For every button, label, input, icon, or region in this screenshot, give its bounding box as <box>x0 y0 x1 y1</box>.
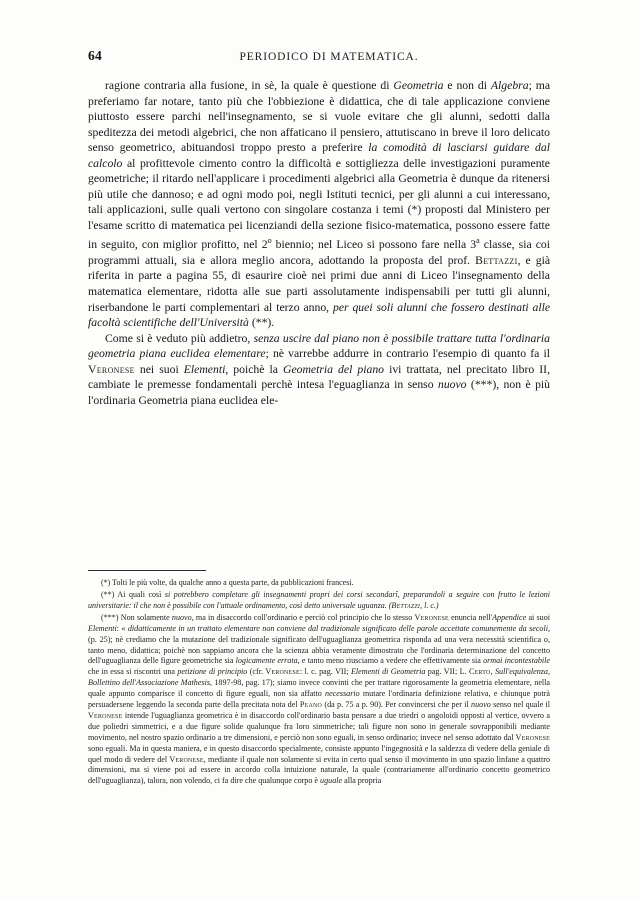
footnote-2: (**) Ai quali così si potrebbero completare gli insegnamenti propri dei corsi secondarî, preparandoli a seguire con frutto le lezioni universitarie: il che non è possibile con l'attuale ordinamento, così detto universale uguanza. (Bettazzi, l. c.) <box>88 590 550 610</box>
page-header <box>88 48 558 64</box>
footnotes <box>88 578 550 789</box>
footnote-rule <box>88 570 206 571</box>
body-paragraph-2: Come si è veduto più addietro, senza uscire dal piano non è possibile trattare tutta l'ordinaria geometria piana euclidea elementare; nè varrebbe addurre in contrario l'esempio di quanto fa il Veronese nei suoi Elementi, poichè la Geometria del piano ivi trattata, nel precitato libro II, cambiate le premesse fondamentali perchè intesa l'eguaglianza in senso nuovo (***), non è più l'ordinaria Geometria piana euclidea ele- <box>88 331 551 407</box>
page-number: 64 <box>88 48 102 63</box>
footnote-3: (***) Non solamente nuovo, ma in disaccordo coll'ordinario e perciò col principio che lo stesso Veronese enuncia nell'Appendice ai suoi Elementi: « didatticamente in un trattato elementare non conviene dal tradizionale significato delle parole accettate comunemente da secoli, (p. 25); nè crediamo che la mutazione del tradizionale significato dell'uguaglianza geometrica risponda ad una vera necessità scientifica o, tanto meno, didattica; poichè non sappiamo ancora che la scienza abbia veramente dimostrato che l'ordinaria determinazione del concetto dell'uguaglianza delle figure geometriche sia logicamente errata, e tanto meno riusciamo a vedere che effettivamente sia ormai incontestabile che in essa si riscontri una petizione di principio (cfr. Veronese: l. c. pag. VII; Elementi di Geometria pag. VII; L. Certo, Sull'equivalenza, Bollettino dell'Associazione Mathesis, 1897-98, pag. 17); siamo invece convinti che per trattare rigorosamente la geometria elementare, nella quale appunto comparisce il concetto di figure eguali, non sia affatto necessario mutare l'ordinaria definizione relativa, e chiunque potrà persuadersene leggendo la seconda parte della precitata nota del Peano (da p. 75 a p. 90). Per convincersi che per il nuovo senso nel quale il Veronese intende l'uguaglianza geometrica è in disaccordo coll'ordinario basta pensare a due triedri o angoloidi opposti al vertice, ovvero a due poliedri simmetrici, e a due figure solide qualunque fra loro simmetriche; tali figure non sono in generale sovrapponibili mediante movimento, nel nostro spazio ordinario a tre dimensioni, e perciò non sono eguali, in senso ordinario; invece nel senso adottato dal Veronese sono eguali. Ma in questa maniera, e in questo disaccordo specialmente, consiste appunto l'ingegnosità e la saldezza di vedere della geniale di quel modo di vedere del Veronese, mediante il quale non solamente si evita in certo qual senso il movimento in uno spazio linfane a quattro dimensioni, ma si viene poi ad essere in accordo colla intuizione naturale, la quale (contrariamente all'ordinario concetto geometrico dell'uguaglianza), talora, non volendo, ci fa dire che qualunque corpo è uguale alla propria <box>88 612 551 786</box>
footnote-1: (*) Tolti le più volte, da qualche anno a questa parte, da pubblicazioni francesi. <box>101 578 354 587</box>
running-head: PERIODICO DI MATEMATICA. <box>239 51 419 63</box>
body-paragraph-1: ragione contraria alla fusione, in sè, la quale è questione di Geometria e non di Algebra; ma preferiamo far notare, tanto più che l'obbiezione è didattica, che di tale applicazione conviene piuttosto essere parchi nell'insegnamento, se si vuole evitare che gli alunni, sedotti dalla speditezza dei metodi algebrici, che non affaticano il pensiero, attutiscano in breve il loro delicato senso geometrico, abituandosi troppo presto a preferire la comodità di lasciarsi guidare dal calcolo al profittevole cimento contro la difficoltà e sottigliezza delle investigazioni puramente geometriche; il ritardo nell'applicare i procedimenti algebrici alla Geometria è dunque da ritenersi più utile che dannoso; e ad ogni modo poi, negli Istituti tecnici, per gli alunni a cui interessano, tali applicazioni, sulle quali vertono con singolare costanza i temi (*) proposti dal Ministero per l'esame scritto di matematica pei licenziandi della sezione fisico-matematica, possono essere fatte in seguito, con miglior profitto, nel 2$^o$ biennio; nel Liceo si possono fare nella 3$^a$ classe, sia coi programmi attuali, sia e allora meglio ancora, adottando la proposta del prof. Bettazzi, e già riferita in parte a pagina 55, di esaurire cioè nei primi due anni di Liceo l'insegnamento della matematica elementare, ridotta alle sue parti assolutamente indispensabili per tutti gli alunni, riserbandone le parti complementari al terzo anno, per quei soli alunni che fossero destinati alle facoltà scientifiche dell'Università (**). <box>88 79 551 330</box>
body-text <box>88 78 550 408</box>
